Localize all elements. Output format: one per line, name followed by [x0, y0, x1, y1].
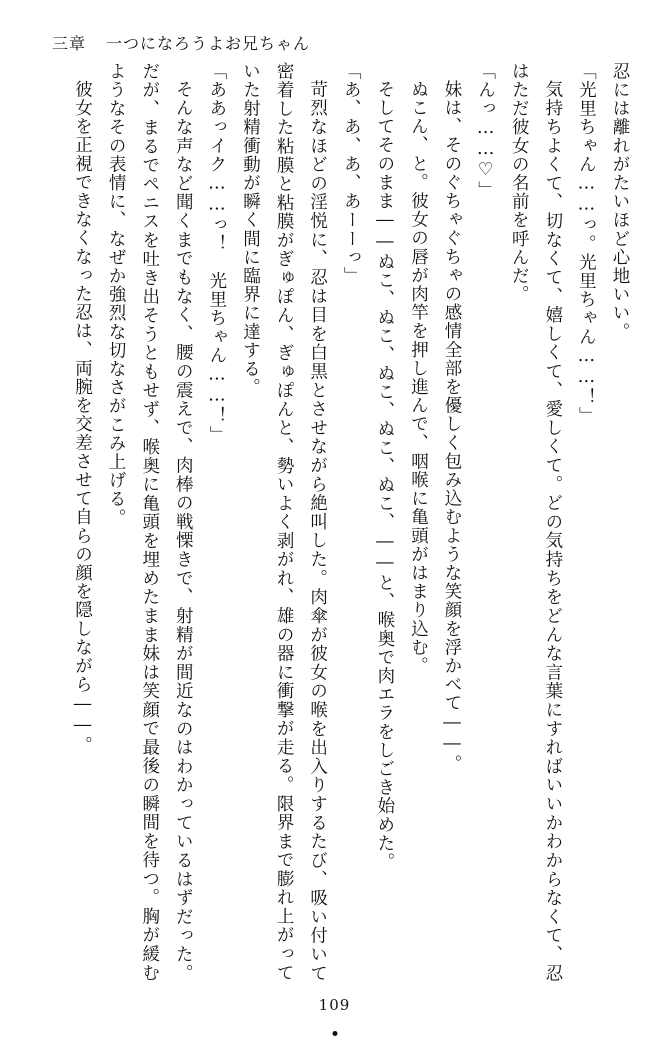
paragraph: 「光里ちゃん……っ。光里ちゃん……！」: [576, 62, 597, 426]
paragraph: 気持ちよくて、切なくて、嬉しくて、愛しくて。どの気持ちをどんな言葉にすればいいかわからなくて、忍はただ彼女の名前を呼んだ。: [509, 62, 563, 982]
chapter-number: 三章: [52, 33, 87, 53]
paragraph: そしてそのまま――ぬこ、ぬこ、ぬこ、ぬこ、ぬこ、――と、喉奥で肉エラをしごき始めた。: [374, 79, 395, 871]
paragraph: 「あ、あ、あ、あーーっ」: [341, 62, 362, 286]
page-number: 109: [318, 996, 351, 1014]
paragraph: そんな声など聞くまでもなく、腰の震えで、肉棒の戦慄きで、射精が間近なのはわかっているはずだった。だが、まるでペニスを吐き出そうともせず、喉奥に亀頭を埋めたまま妹は笑顔で最後の瞬間を待つ。胸が緩むようなその表情に、なぜか強烈な切なさがこみ上げる。: [106, 62, 194, 982]
paragraph: 「んっ……♡」: [475, 62, 496, 200]
paragraph: 「ああっイク……っ！ 光里ちゃん……！」: [206, 62, 227, 444]
page-header: [0, 22, 669, 62]
paragraph: ぬこん、と。彼女の唇が肉竿を押し進んで、咽喉に亀頭がはまり込む。: [408, 79, 429, 675]
paragraph: 苛烈なほどの淫悦に、忍は目を白黒とさせながら絶叫した。肉傘が彼女の喉を出入りするたび、吸い付いて密着した粘膜と粘膜がぎゅぽん、ぎゅぽんと、勢いよく剥がれ、雄の器に衝撃が走る。限界まで膨れ上がっていた射精衝動が瞬く間に臨界に達する。: [240, 62, 328, 982]
chapter-title: 一つになろうよお兄ちゃん: [106, 33, 311, 53]
paragraph: 彼女を正視できなくなった忍は、両腕を交差させて自らの顔を隠しながら――。: [72, 79, 93, 755]
paragraph: 忍には離れがたいほど心地いい。: [610, 62, 630, 341]
paragraph: 妹は、そのぐちゃぐちゃの感情全部を優しく包み込むような笑顔を浮かべて――。: [442, 79, 463, 773]
page-body: [40, 62, 636, 982]
page-footer-dot: [332, 1031, 337, 1036]
